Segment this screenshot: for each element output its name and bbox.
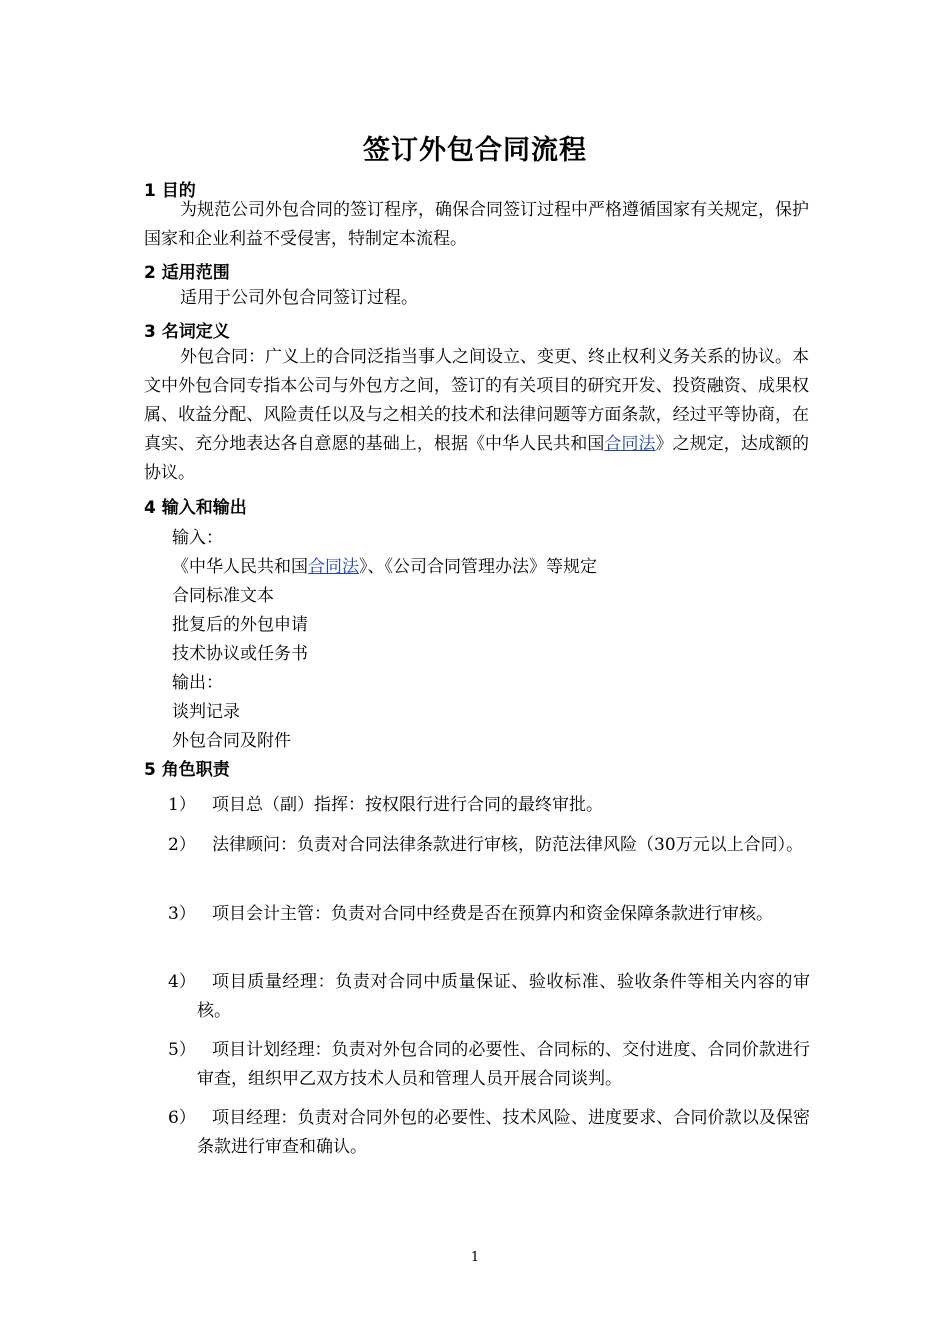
- role-item: [168, 1036, 810, 1094]
- document-title: 签订外包合同流程: [363, 135, 587, 166]
- role-item-text: 项目质量经理：负责对合同中质量保证、验收标准、验收条件等相关内容的审核。: [197, 972, 810, 1021]
- contract-law-link[interactable]: 合同法: [604, 434, 656, 454]
- role-item-number: 5）: [168, 1040, 196, 1060]
- role-item-text: 项目总（副）指挥：按权限行进行合同的最终审批。: [212, 795, 603, 815]
- output-item: 外包合同及附件: [172, 731, 291, 751]
- input-line-regulations: [172, 552, 597, 577]
- page-number: 1: [470, 1250, 480, 1265]
- section-1-body: 为规范公司外包合同的签订程序，确保合同签订过程中严格遵循国家有关规定，保护国家和企业利益不受侵害，特制定本流程。: [144, 200, 809, 249]
- section-3-heading: 3 名词定义: [144, 322, 230, 342]
- role-item-number: 2）: [168, 835, 196, 855]
- role-item-text: 项目计划经理：负责对外包合同的必要性、合同标的、交付进度、合同价款进行审查，组织甲乙双方技术人员和管理人员开展合同谈判。: [197, 1040, 810, 1089]
- output-label: 输出：: [172, 673, 223, 693]
- role-item: [168, 791, 810, 820]
- role-item: [168, 1104, 810, 1162]
- role-item-number: 1）: [168, 795, 196, 815]
- role-item: [168, 968, 810, 1026]
- input-item: 批复后的外包申请: [172, 615, 308, 635]
- output-item: 谈判记录: [172, 702, 240, 722]
- section-3-text-before: 外包合同：广义上的合同泛指当事人之间设立、变更、终止权利义务关系的协议。本文中外包合同专指本公司与外包方之间，签订的有关项目的研究开发、投资融资、成果权属、收益分配、风险责任以及与之相关的技术和法律问题等方面条款，经过平等协商，在真实、充分地表达各自意愿的基础上，根据《中华人民共和国: [144, 347, 809, 454]
- role-item-number: 3）: [168, 904, 196, 924]
- role-item: [168, 831, 810, 860]
- section-2-heading: 2 适用范围: [144, 263, 230, 283]
- section-2-body: 适用于公司外包合同签订过程。: [180, 288, 418, 308]
- input-label: 输入：: [172, 528, 223, 548]
- input-item: 合同标准文本: [172, 586, 274, 606]
- section-3-body: [144, 343, 809, 488]
- section-1-heading: 1 目的: [144, 181, 196, 201]
- section-4-heading: 4 输入和输出: [144, 498, 247, 518]
- role-item-text: 法律顾问：负责对合同法律条款进行审核，防范法律风险（30万元以上合同）。: [212, 835, 804, 855]
- section-5-heading: 5 角色职责: [144, 760, 230, 780]
- role-item-text: 项目经理：负责对合同外包的必要性、技术风险、进度要求、合同价款以及保密条款进行审查和确认。: [197, 1108, 810, 1157]
- role-item-number: 6）: [168, 1108, 196, 1128]
- input-line-text-before: 《中华人民共和国: [172, 557, 308, 577]
- role-item-number: 4）: [168, 972, 196, 992]
- contract-law-link-2[interactable]: 合同法: [308, 557, 359, 577]
- role-item: [168, 900, 810, 929]
- section-3-text-after: 》之规定，达成额的协议。: [144, 434, 810, 483]
- role-item-text: 项目会计主管：负责对合同中经费是否在预算内和资金保障条款进行审核。: [212, 904, 773, 924]
- input-line-text-after: 》、《公司合同管理办法》等规定: [359, 557, 597, 577]
- input-item: 技术协议或任务书: [172, 644, 308, 664]
